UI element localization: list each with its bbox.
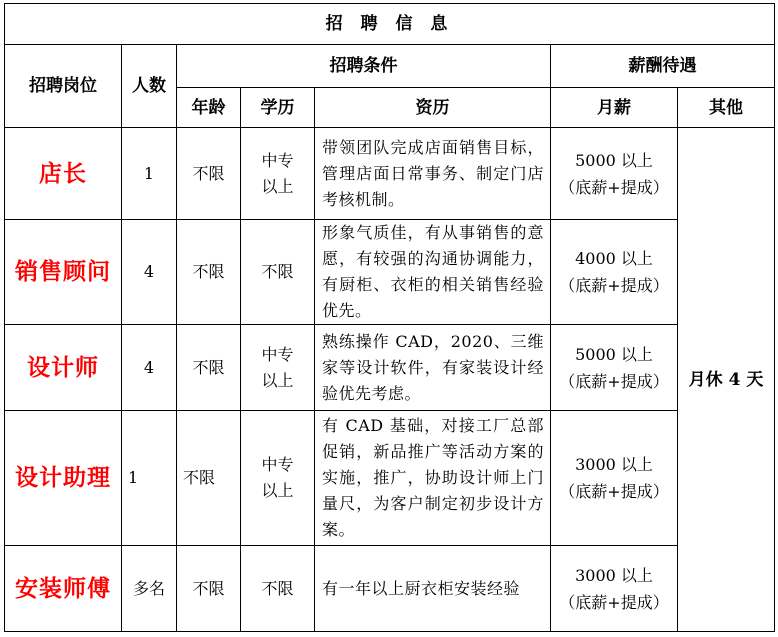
table-row	[5, 220, 775, 325]
salary-amount: 4000 以上	[575, 249, 653, 268]
qualification-cell: 有 CAD 基础，对接工厂总部促销，新品推广等活动方案的实施，推广，协助设计师上门量尺，为客户制定初步设计方案。	[315, 411, 551, 546]
salary-cell	[551, 220, 678, 325]
education-text: 中专以上	[261, 344, 294, 390]
education-cell: 不限	[241, 220, 315, 325]
header-age: 年龄	[177, 88, 241, 128]
age-cell: 不限	[177, 411, 241, 546]
salary-cell	[551, 325, 678, 411]
other-cell: 月休 4 天	[678, 128, 775, 632]
education-cell: 不限	[241, 546, 315, 632]
salary-note: （底薪+提成）	[559, 371, 669, 391]
count-cell: 1	[122, 128, 177, 220]
qualification-cell: 有一年以上厨衣柜安装经验	[315, 546, 551, 632]
qualification-cell: 带领团队完成店面销售目标，管理店面日常事务、制定门店考核机制。	[315, 128, 551, 220]
header-compensation: 薪酬待遇	[551, 45, 775, 88]
salary-amount: 5000 以上	[575, 344, 653, 364]
age-cell: 不限	[177, 220, 241, 325]
salary-note: （底薪+提成）	[559, 592, 669, 612]
position-cell: 销售顾问	[5, 220, 122, 325]
count-cell: 4	[122, 325, 177, 411]
table-title: 招 聘 信 息	[5, 4, 775, 45]
salary-amount: 5000 以上	[575, 150, 653, 170]
salary-note: （底薪+提成）	[559, 482, 669, 501]
age-cell: 不限	[177, 546, 241, 632]
count-cell: 多名	[122, 546, 177, 632]
header-other: 其他	[678, 88, 775, 128]
education-cell	[241, 411, 315, 546]
table-row	[5, 411, 775, 546]
salary-note: （底薪+提成）	[559, 177, 669, 197]
recruitment-table	[4, 3, 775, 632]
salary-cell	[551, 128, 678, 220]
table-row	[5, 546, 775, 632]
age-cell: 不限	[177, 128, 241, 220]
education-text: 中专以上	[261, 455, 294, 500]
salary-cell	[551, 411, 678, 546]
count-cell: 1	[122, 411, 177, 546]
salary-note: （底薪+提成）	[559, 276, 669, 295]
position-cell: 店长	[5, 128, 122, 220]
table-row	[5, 325, 775, 411]
salary-amount: 3000 以上	[575, 565, 653, 585]
position-cell: 安装师傅	[5, 546, 122, 632]
header-requirements: 招聘条件	[177, 45, 551, 88]
table-row	[5, 128, 775, 220]
salary-cell	[551, 546, 678, 632]
age-cell: 不限	[177, 325, 241, 411]
salary-amount: 3000 以上	[575, 455, 653, 474]
header-education: 学历	[241, 88, 315, 128]
header-count: 人数	[122, 45, 177, 128]
header-position: 招聘岗位	[5, 45, 122, 128]
education-text: 中专以上	[261, 150, 294, 196]
count-cell: 4	[122, 220, 177, 325]
education-cell	[241, 128, 315, 220]
position-cell: 设计助理	[5, 411, 122, 546]
header-monthly-salary: 月薪	[551, 88, 678, 128]
qualification-cell: 形象气质佳，有从事销售的意愿，有较强的沟通协调能力，有厨柜、衣柜的相关销售经验优先。	[315, 220, 551, 325]
position-cell: 设计师	[5, 325, 122, 411]
education-cell	[241, 325, 315, 411]
qualification-cell: 熟练操作 CAD，2020、三维家等设计软件，有家装设计经验优先考虑。	[315, 325, 551, 411]
header-qualification: 资历	[315, 88, 551, 128]
